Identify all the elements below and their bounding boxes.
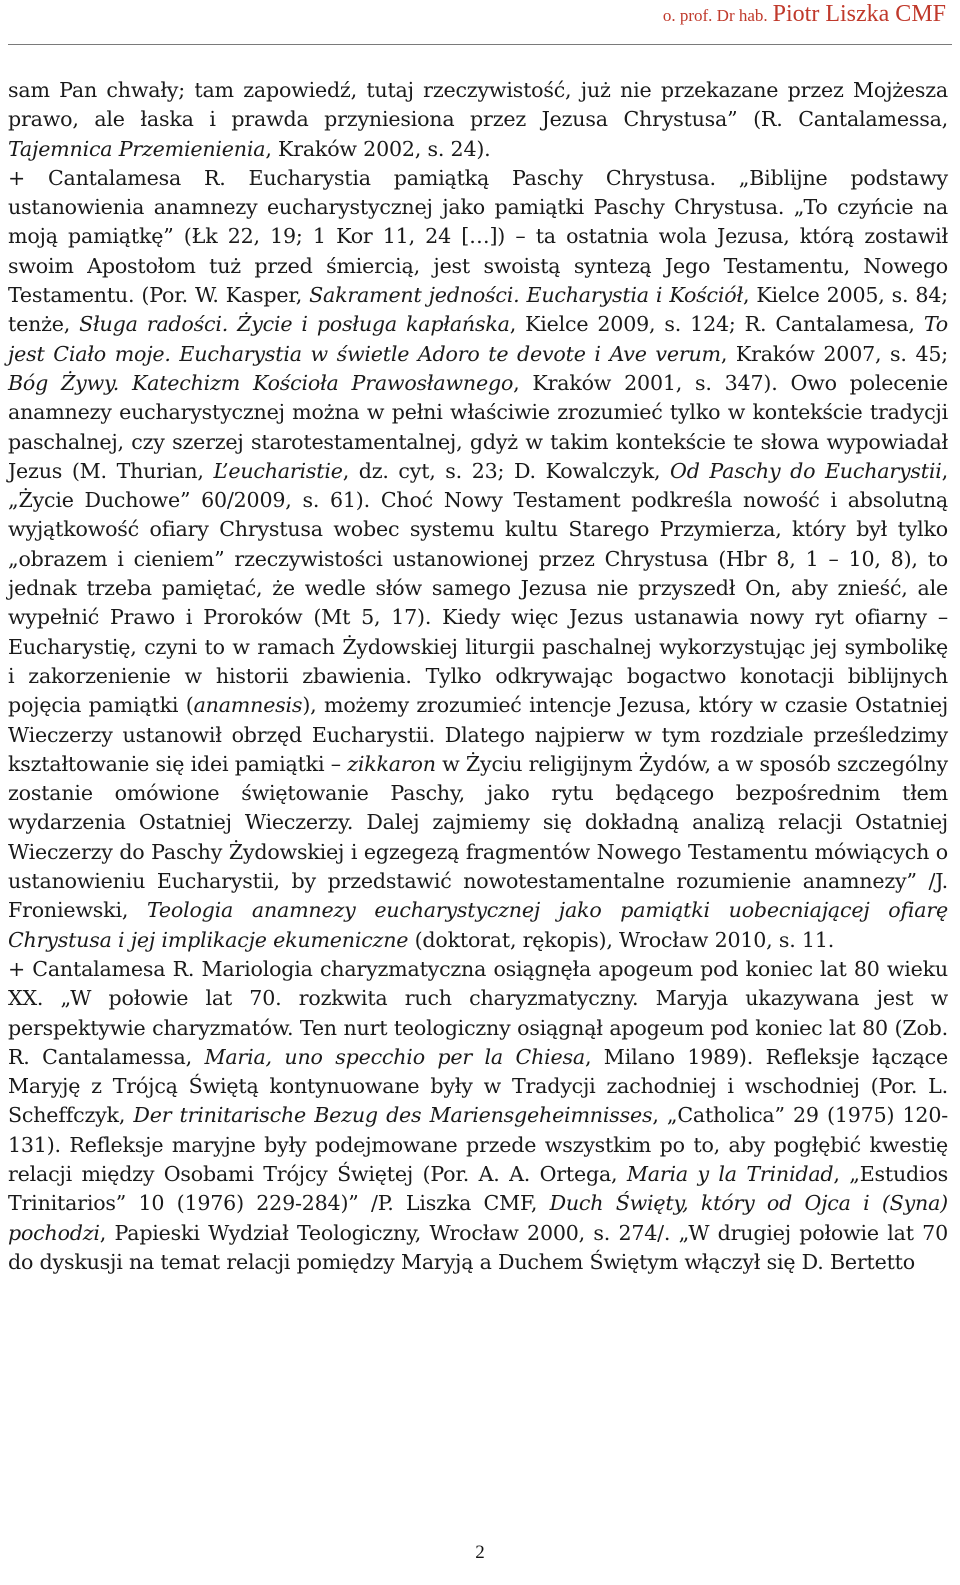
italic-title: To jest Ciało moje. Eucharystia w świetle Adoro te devote i Ave verum <box>8 312 948 366</box>
italic-title: Duch Święty, który od Ojca i (Syna) pochodzi <box>8 1191 948 1245</box>
paragraph <box>8 164 948 955</box>
page-body <box>8 76 948 1277</box>
italic-title: Sakrament jedności. Eucharystia i Kościół <box>309 283 743 308</box>
italic-title: zikkaron <box>347 751 436 776</box>
text-run: , Kraków 2001, s. 347). Owo polecenie anamnezy eucharystycznej można w pełni właściwie zrozumieć tylko w kontekście tradycji paschalnej, czy szerzej starotestamentalnej, gdyż w takim kontekście te słowa wypowiadał Jezus (M. Thurian, <box>8 370 948 483</box>
italic-title: anamnesis <box>193 693 303 718</box>
italic-title: Maria, uno specchio per la Chiesa <box>204 1044 585 1069</box>
text-run: w Życiu religijnym Żydów, a w sposób szczególny zostanie omówione świętowanie Paschy, jako rytu będącego bezpośrednim tłem wydarzenia Ostatniej Wieczerzy. Dalej zajmiemy się dokładną analizą relacji Ostatniej Wieczerzy do Paschy Żydowskiej i egzegezą fragmentów Nowego Testamentu mówiących o ustanowieniu Eucharystii, by przedstawić nowotestamentalne rozumienie anamnezy” /J. Froniewski, <box>8 751 948 923</box>
running-header <box>663 0 946 28</box>
paragraph <box>8 76 948 164</box>
italic-title: Od Paschy do Eucharystii <box>670 458 942 483</box>
text-run: , Papieski Wydział Teologiczny, Wrocław 2000, s. 274/. „W drugiej połowie lat 70 do dyskusji na temat relacji pomiędzy Maryją a Duchem Świętym włączył się D. Bertetto <box>8 1220 948 1274</box>
page-number: 2 <box>475 1542 485 1563</box>
text-run: , „Catholica” 29 (1975) 120-131). Refleksje maryjne były podejmowane przede wszystkim po to, aby pogłębić kwestię relacji między Osobami Trójcy Świętej (Por. A. A. Ortega, <box>8 1103 948 1186</box>
text-run: , dz. cyt, s. 23; D. Kowalczyk, <box>342 458 671 483</box>
author-name: Piotr Liszka CMF <box>772 1 946 27</box>
text-run: + Cantalamesa R. Mariologia charyzmatyczna osiągnęła apogeum pod koniec lat 80 wieku XX. „W połowie lat 70. rozkwita ruch charyzmatyczny. Maryja ukazywana jest w perspektywie charyzmatów. Ten nurt teologiczny osiągnął apogeum pod koniec lat 80 (Zob. R. Cantalamessa, <box>8 956 948 1069</box>
author-title: o. prof. Dr hab. <box>662 6 768 25</box>
text-run: , Kraków 2002, s. 24). <box>265 136 491 161</box>
text-run: , Milano 1989). Refleksje łączące Maryję z Trójcą Świętą kontynuowane były w Tradycji zachodniej i wschodniej (Por. L. Scheffczyk, <box>8 1044 948 1128</box>
italic-title: Sługa radości. Życie i posługa kapłańska <box>79 312 510 337</box>
italic-title: Bóg Żywy. Katechizm Kościoła Prawosławnego <box>8 370 514 395</box>
text-run: , „Estudios Trinitarios” 10 (1976) 229-284)” /P. Liszka CMF, <box>8 1161 948 1216</box>
italic-title: Maria y la Trinidad <box>626 1161 834 1186</box>
text-run: , „Życie Duchowe” 60/2009, s. 61). Choć Nowy Testament podkreśla nowość i absolutną wyjątkowość ofiary Chrystusa wobec systemu kultu Starego Przymierza, który był tylko „obrazem i cieniem” rzeczywistości ustanowionej przez Chrystusa (Hbr 8, 1 – 10, 8), to jednak trzeba pamiętać, że wedle słów samego Jezusa nie przyszedł On, aby znieść, ale wypełnić Prawo i Proroków (Mt 5, 17). Kiedy więc Jezus ustanawia nowy ryt ofiarny – Eucharystię, czyni to w ramach Żydowskiej liturgii paschalnej wykorzystując jej symbolikę i zakorzenienie w historii zbawienia. Tylko odkrywając bogactwo konotacji biblijnych pojęcia pamiątki ( <box>8 458 948 718</box>
text-run: , Kielce 2009, s. 124; R. Cantalamesa, <box>509 312 924 337</box>
italic-title: Teologia anamnezy eucharystycznej jako pamiątki uobecniającej ofiarę Chrystusa i jej implikacje ekumeniczne <box>8 898 948 952</box>
text-run: ), możemy zrozumieć intencje Jezusa, który w czasie Ostatniej Wieczerzy ustanowił obrzęd Eucharystii. Dlatego najpierw w tym rozdziale prześledzimy kształtowanie się idei pamiątki – <box>8 693 949 776</box>
text-run: + Cantalamesa R. Eucharystia pamiątką Paschy Chrystusa. „Biblijne podstawy ustanowienia anamnezy eucharystycznej jako pamiątki Paschy Chrystusa. „To czyńcie na moją pamiątkę” (Łk 22, 19; 1 Kor 11, 24 […]) – ta ostatnia wola Jezusa, którą zostawił swoim Apostołom tuż przed śmiercią, jest swoistą syntezą Jego Testamentu, Nowego Testamentu. (Por. W. Kasper, <box>8 165 948 308</box>
italic-title: Tajemnica Przemienienia <box>8 136 266 161</box>
text-run: (doktorat, rękopis), Wrocław 2010, s. 11. <box>408 927 835 952</box>
paragraph <box>8 955 948 1277</box>
text-run: , Kielce 2005, s. 84; tenże, <box>8 283 948 337</box>
text-run: sam Pan chwały; tam zapowiedź, tutaj rzeczywistość, już nie przekazane przez Mojżesza prawo, ale łaska i prawda przyniesiona przez Jezusa Chrystusa” (R. Cantalamessa, <box>8 78 948 132</box>
header-rule <box>8 44 952 45</box>
italic-title: Der trinitarische Bezug des Mariensgeheimnisses <box>133 1103 653 1128</box>
text-run: , Kraków 2007, s. 45; <box>720 341 948 366</box>
italic-title: L’eucharistie <box>213 458 343 483</box>
